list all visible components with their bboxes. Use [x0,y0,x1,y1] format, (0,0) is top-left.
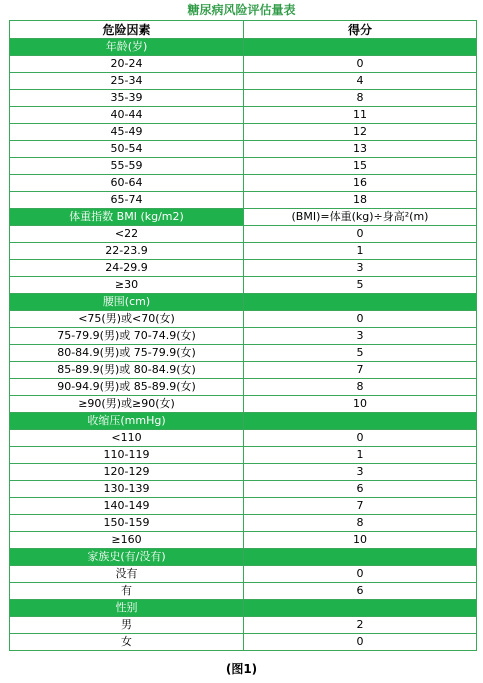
factor-range-cell: 130-139 [10,481,244,498]
factor-range-cell: <22 [10,226,244,243]
factor-range-cell: 24-29.9 [10,260,244,277]
section-label: 性别 [10,600,244,617]
score-cell: 0 [244,226,477,243]
table-row [10,617,477,634]
table-row [10,311,477,328]
factor-range-cell: 22-23.9 [10,243,244,260]
section-header-row [10,209,477,226]
factor-range-cell: 90-94.9(男)或 85-89.9(女) [10,379,244,396]
table-row [10,243,477,260]
section-note [244,600,477,617]
section-note: (BMI)=体重(kg)÷身高²(m) [244,209,477,226]
table-row [10,260,477,277]
score-cell: 10 [244,532,477,549]
table-row [10,634,477,651]
factor-range-cell: 65-74 [10,192,244,209]
score-cell: 4 [244,73,477,90]
factor-range-cell: 150-159 [10,515,244,532]
factor-range-cell: 没有 [10,566,244,583]
page-title: 糖尿病风险评估量表 [187,3,296,17]
factor-range-cell: 80-84.9(男)或 75-79.9(女) [10,345,244,362]
figure-caption: (图1) [225,662,258,676]
table-row [10,158,477,175]
section-header-row [10,294,477,311]
factor-range-cell: 60-64 [10,175,244,192]
factor-range-cell: 120-129 [10,464,244,481]
score-cell: 2 [244,617,477,634]
score-cell: 3 [244,260,477,277]
factor-range-cell: 女 [10,634,244,651]
table-row [10,362,477,379]
score-cell: 18 [244,192,477,209]
table-row [10,56,477,73]
table-row [10,481,477,498]
table-row [10,277,477,294]
section-note [244,549,477,566]
factor-range-cell: ≥160 [10,532,244,549]
table-row [10,226,477,243]
table-row [10,566,477,583]
section-note [244,413,477,430]
table-row [10,379,477,396]
table-row [10,141,477,158]
table-row [10,73,477,90]
section-header-row [10,39,477,56]
factor-range-cell: 55-59 [10,158,244,175]
score-cell: 0 [244,566,477,583]
table-row [10,90,477,107]
table-row [10,447,477,464]
score-cell: 6 [244,583,477,600]
table-row [10,515,477,532]
section-label: 体重指数 BMI (kg/m2) [10,209,244,226]
score-cell: 0 [244,56,477,73]
score-cell: 16 [244,175,477,192]
table-row [10,464,477,481]
score-cell: 11 [244,107,477,124]
factor-range-cell: <110 [10,430,244,447]
factor-range-cell: 男 [10,617,244,634]
factor-range-cell: ≥90(男)或≥90(女) [10,396,244,413]
score-cell: 15 [244,158,477,175]
score-cell: 7 [244,498,477,515]
table-row [10,192,477,209]
score-cell: 1 [244,243,477,260]
factor-range-cell: 45-49 [10,124,244,141]
section-header-row [10,413,477,430]
score-cell: 0 [244,430,477,447]
factor-range-cell: <75(男)或<70(女) [10,311,244,328]
section-note [244,39,477,56]
table-row [10,498,477,515]
section-header-row [10,549,477,566]
table-row [10,175,477,192]
score-cell: 1 [244,447,477,464]
factor-range-cell: 有 [10,583,244,600]
table-row [10,583,477,600]
table-row [10,430,477,447]
factor-range-cell: 140-149 [10,498,244,515]
section-label: 收缩压(mmHg) [10,413,244,430]
table-row [10,124,477,141]
section-label: 家族史(有/没有) [10,549,244,566]
score-cell: 5 [244,345,477,362]
factor-range-cell: 85-89.9(男)或 80-84.9(女) [10,362,244,379]
factor-range-cell: 35-39 [10,90,244,107]
score-cell: 0 [244,634,477,651]
section-header-row [10,600,477,617]
risk-score-table-body [10,21,477,651]
header-factor: 危险因素 [10,21,244,39]
factor-range-cell: 50-54 [10,141,244,158]
score-cell: 3 [244,328,477,345]
section-note [244,294,477,311]
table-header-row [10,21,477,39]
factor-range-cell: 25-34 [10,73,244,90]
score-cell: 8 [244,379,477,396]
score-cell: 10 [244,396,477,413]
factor-range-cell: 40-44 [10,107,244,124]
header-score: 得分 [244,21,477,39]
score-cell: 8 [244,90,477,107]
table-row [10,532,477,549]
table-row [10,345,477,362]
factor-range-cell: 75-79.9(男)或 70-74.9(女) [10,328,244,345]
factor-range-cell: 20-24 [10,56,244,73]
score-cell: 5 [244,277,477,294]
score-cell: 8 [244,515,477,532]
score-cell: 13 [244,141,477,158]
score-cell: 12 [244,124,477,141]
score-cell: 6 [244,481,477,498]
factor-range-cell: ≥30 [10,277,244,294]
section-label: 腰围(cm) [10,294,244,311]
section-label: 年龄(岁) [10,39,244,56]
table-row [10,328,477,345]
risk-score-table [9,20,477,651]
score-cell: 3 [244,464,477,481]
factor-range-cell: 110-119 [10,447,244,464]
table-row [10,396,477,413]
score-cell: 0 [244,311,477,328]
score-cell: 7 [244,362,477,379]
table-row [10,107,477,124]
